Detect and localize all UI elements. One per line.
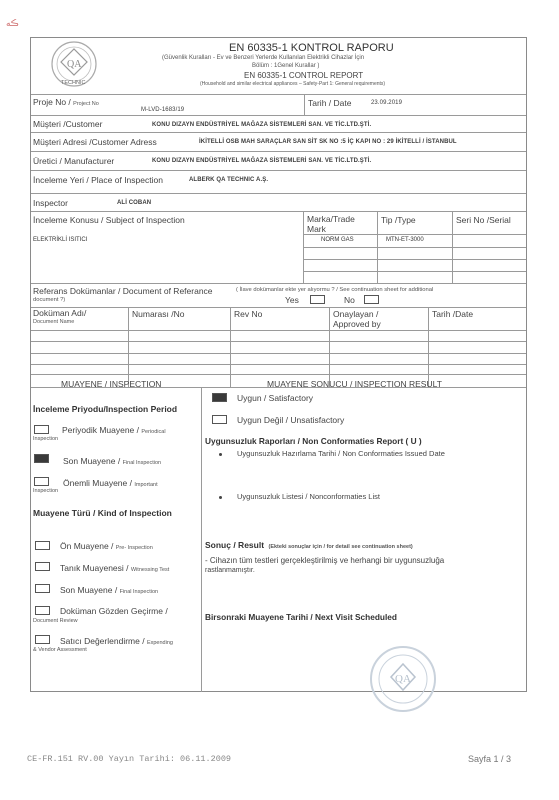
kind-title: Muayene Türü / Kind of Inspection — [33, 508, 172, 518]
satisfactory-checkbox[interactable] — [212, 393, 227, 402]
form-code: CE-FR.151 RV.00 Yayın Tarihi: 06.11.2009 — [27, 754, 232, 764]
report-title-en: EN 60335-1 CONTROL REPORT — [244, 71, 364, 80]
subject-header: İnceleme Konusu / Subject of Inspection — [33, 215, 185, 225]
result-section-title: MUAYENE SONUCU / INSPECTION RESULT — [267, 379, 442, 389]
doc-date-header: Tarih /Date — [432, 309, 474, 319]
doc-name-header: Doküman Adı/ Document Name — [33, 308, 87, 325]
project-no-label: Proje No / Project No — [33, 97, 99, 107]
inspector-value: ALİ COBAN — [117, 200, 152, 206]
unsatisfactory-label: Uygun Değil / Unsatisfactory — [237, 415, 345, 425]
yes-checkbox[interactable] — [310, 295, 325, 304]
important-label: Önemli Muayene / Important — [63, 478, 158, 488]
review-sub: Document Review — [33, 618, 78, 624]
reference-note2: document ?) — [33, 297, 66, 303]
subject-value: ELEKTRİKLİ ISITICI — [33, 237, 88, 243]
place-value: ALBERK QA TECHNIC A.Ş. — [189, 177, 269, 183]
review-label: Doküman Gözden Geçirme / — [60, 606, 168, 616]
witness-label: Tanık Muayenesi / Witnessing Test — [60, 563, 170, 573]
place-label: İnceleme Yeri / Place of Inspection — [33, 175, 163, 185]
manufacturer-value: KONU DIZAYN ENDÜSTRİYEL MAĞAZA SİSTEMLERİ SAN. VE TİC.LTD.ŞTİ. — [152, 158, 372, 164]
inspection-section-title: MUAYENE / INSPECTION — [61, 379, 162, 389]
final2-checkbox[interactable] — [35, 584, 50, 593]
pre-label: Ön Muayene / Pre- Inspection — [60, 541, 153, 551]
serial-header: Seri No /Serial — [456, 215, 511, 225]
no-label: No — [344, 295, 355, 305]
customer-address-label: Müşteri Adresi /Customer Adress — [33, 137, 157, 147]
nc-list-bullet — [219, 496, 222, 499]
company-logo — [39, 40, 109, 92]
svg-text:QA: QA — [67, 59, 82, 70]
result-text-2: rastlanmamıştır. — [205, 567, 255, 574]
customer-address-value: İKİTELLİ OSB MAH SARAÇLAR SAN SİT SK NO :5 İÇ KAPI NO : 29 İKİTELLİ / İSTANBUL — [199, 139, 457, 145]
next-visit-label: Birsonraki Muayene Tarihi / Next Visit Scheduled — [205, 612, 397, 622]
no-checkbox[interactable] — [364, 295, 379, 304]
witness-checkbox[interactable] — [35, 562, 50, 571]
final-checkbox[interactable] — [34, 454, 49, 463]
trademark-header: Marka/Trade Mark — [307, 214, 355, 234]
final2-label: Son Muayene / Final Inspection — [60, 585, 159, 595]
period-title: İnceleme Priyodu/Inspection Period — [33, 404, 178, 414]
type-header: Tip /Type — [381, 215, 416, 225]
periodical-checkbox[interactable] — [34, 425, 49, 434]
important-checkbox[interactable] — [34, 477, 49, 486]
review-checkbox[interactable] — [35, 606, 50, 615]
vendor-label: Satıcı Değerlendirme / Expending — [60, 636, 173, 646]
header-line-en: (Household and similar electrical appliances – Safety-Part 1: General requirements) — [200, 81, 386, 87]
inspector-label: Inspector — [33, 198, 68, 208]
report-title: EN 60335-1 KONTROL RAPORU — [229, 42, 394, 54]
periodical-label: Periyodik Muayene / Periodical — [62, 425, 166, 435]
pre-checkbox[interactable] — [35, 541, 50, 550]
logo-text: TECHNIC — [61, 80, 86, 86]
final-label: Son Muayene / Final Inspection — [63, 456, 162, 466]
svg-text:QA: QA — [395, 673, 411, 685]
date-label: Tarih / Date — [308, 98, 352, 108]
result-text-1: - Cihazın tüm testleri gerçekleştirilmiş ve herhangi bir uygunsuzluğa — [205, 556, 445, 565]
doc-rev-header: Rev No — [234, 309, 263, 319]
doc-number-header: Numarası /No — [132, 309, 185, 319]
project-no-value: M-LVD-1683/19 — [141, 107, 185, 113]
result-label: Sonuç / Result (Ekteki sonuçlar için / for detail see continuation sheet) — [205, 540, 413, 550]
page-number: Sayfa 1 / 3 — [468, 754, 512, 764]
nc-list-label: Uygunsuzluk Listesi / Nonconformaties List — [237, 492, 380, 501]
unsatisfactory-checkbox[interactable] — [212, 415, 227, 424]
yes-label: Yes — [285, 295, 299, 305]
header-line2: Bölüm : 1Genel Kurallar ) — [252, 63, 320, 69]
doc-approved-header: Onaylayan / Approved by — [333, 309, 381, 329]
satisfactory-label: Uygun / Satisfactory — [237, 393, 314, 403]
customer-value: KONU DIZAYN ENDÜSTRİYEL MAĞAZA SİSTEMLERİ SAN. VE TİC.LTD.ŞTİ. — [152, 122, 372, 128]
type-value: MTN-ET-3000 — [386, 237, 424, 243]
reference-label: Referans Dokümanlar / Document of Referance — [33, 286, 213, 296]
manufacturer-label: Üretici / Manufacturer — [33, 156, 115, 166]
corner-mark: ڪه — [6, 18, 19, 28]
nc-title: Uygunsuzluk Raporları / Non Conformaties Report ( U ) — [205, 436, 422, 446]
reference-note: ( İlave dokümanlar ekte yer alıyormu ? / See continuation sheet for additional — [236, 287, 434, 293]
nc-date-bullet — [219, 453, 222, 456]
trademark-value: NORM GAS — [321, 237, 354, 243]
customer-label: Müşteri /Customer — [33, 119, 103, 129]
periodical-sub2: Inspection — [33, 436, 59, 442]
vendor-sub2: & Vendor Assessment — [33, 647, 87, 653]
header-line1: (Güvenlik Kuralları - Ev ve Benzeri Yerlerde Kullanılan Elektrikli Cihazlar İçin — [162, 55, 365, 61]
vendor-checkbox[interactable] — [35, 635, 50, 644]
nc-date-label: Uygunsuzluk Hazırlama Tarihi / Non Conformaties Issued Date — [237, 449, 445, 458]
inspection-form — [30, 37, 527, 692]
company-stamp — [361, 643, 445, 715]
date-value: 23.09.2019 — [371, 100, 403, 106]
important-sub2: Inspection — [33, 488, 59, 494]
